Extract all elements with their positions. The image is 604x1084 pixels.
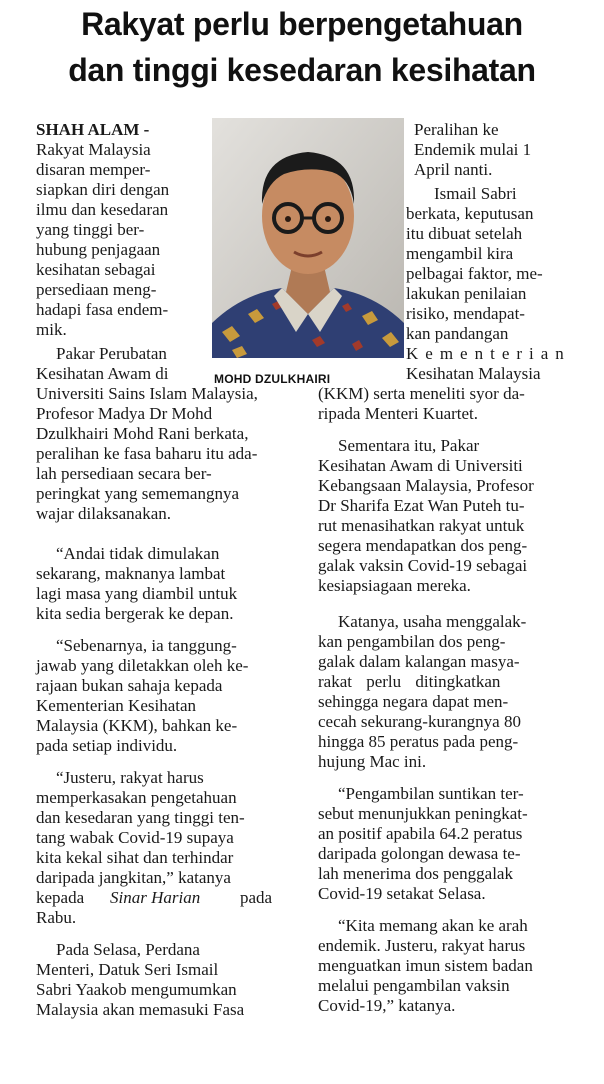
col1-line: pada setiap individu. bbox=[36, 736, 178, 755]
col1-line: kita sedia bergerak ke depan. bbox=[36, 604, 234, 623]
portrait-photo bbox=[212, 118, 404, 358]
col2-line: Kementerian bbox=[406, 344, 571, 363]
col2-line: sehingga negara dapat men- bbox=[318, 692, 509, 711]
col1-line: disaran memper- bbox=[36, 160, 151, 179]
headline-line-2: dan tinggi kesedaran kesihatan bbox=[68, 52, 536, 88]
col2-line: pelbagai faktor, me- bbox=[406, 264, 543, 283]
col2-line: galak dalam kalangan masya- bbox=[318, 652, 520, 671]
col1-line: pada bbox=[240, 888, 273, 907]
col1-line: Rabu. bbox=[36, 908, 77, 927]
col1-line: Kementerian Kesihatan bbox=[36, 696, 197, 715]
col2-line: kan pengambilan dos peng- bbox=[318, 632, 506, 651]
col2-line: Covid-19,” katanya. bbox=[318, 996, 456, 1015]
col1-line: Pakar Perubatan bbox=[56, 344, 167, 363]
col2-line: Katanya, usaha menggalak- bbox=[338, 612, 527, 631]
col2-line: Peralihan ke bbox=[414, 120, 499, 139]
col1-line: hubung penjagaan bbox=[36, 240, 161, 259]
col2-line: lakukan penilaian bbox=[406, 284, 527, 303]
col1-line: kepada bbox=[36, 888, 85, 907]
col2-line: melalui pengambilan vaksin bbox=[318, 976, 510, 995]
col1-line: Sabri Yaakob mengumumkan bbox=[36, 980, 237, 999]
col2-line: Dr Sharifa Ezat Wan Puteh tu- bbox=[318, 496, 525, 515]
col2-line: Covid-19 setakat Selasa. bbox=[318, 884, 486, 903]
col1-line: jawab yang diletakkan oleh ke- bbox=[36, 656, 249, 675]
col1-line: “Justeru, rakyat harus bbox=[56, 768, 204, 787]
col2-line: hujung Mac ini. bbox=[318, 752, 427, 771]
col2-line: kan pandangan bbox=[406, 324, 509, 343]
col1-line: yang tinggi ber- bbox=[36, 220, 145, 239]
col1-line: dan kesedaran yang tinggi ten- bbox=[36, 808, 245, 827]
col2-line: segera mendapatkan dos peng- bbox=[318, 536, 528, 555]
col2-line: galak vaksin Covid-19 sebagai bbox=[318, 556, 528, 575]
col1-line: Rakyat Malaysia bbox=[36, 140, 151, 159]
col2-line: (KKM) serta meneliti syor da- bbox=[318, 384, 525, 403]
col1-line: kita kekal sihat dan terhindar bbox=[36, 848, 234, 867]
photo-caption: MOHD DZULKHAIRI bbox=[214, 372, 331, 386]
col2-line: mengambil kira bbox=[406, 244, 514, 263]
col1-line: siapkan diri dengan bbox=[36, 180, 170, 199]
col1-line: “Sebenarnya, ia tanggung- bbox=[56, 636, 237, 655]
col1-line: kesihatan sebagai bbox=[36, 260, 156, 279]
col1-line: rajaan bukan sahaja kepada bbox=[36, 676, 223, 695]
col2-line: sebut menunjukkan peningkat- bbox=[318, 804, 528, 823]
col1-line: tang wabak Covid-19 supaya bbox=[36, 828, 234, 847]
col2-line: lah menerima dos penggalak bbox=[318, 864, 513, 883]
col2-line: endemik. Justeru, rakyat harus bbox=[318, 936, 526, 955]
col2-line: Kesihatan Malaysia bbox=[406, 364, 541, 383]
col2-line: risiko, mendapat- bbox=[406, 304, 525, 323]
col2-line: ripada Menteri Kuartet. bbox=[318, 404, 479, 423]
col1-line: wajar dilaksanakan. bbox=[36, 504, 171, 523]
col1-line: Pada Selasa, Perdana bbox=[56, 940, 200, 959]
col2-line: “Pengambilan suntikan ter- bbox=[338, 784, 524, 803]
col1-line: SHAH ALAM - bbox=[36, 120, 150, 139]
col1-line: Dzulkhairi Mohd Rani berkata, bbox=[36, 424, 249, 443]
col1-line: Malaysia akan memasuki Fasa bbox=[36, 1000, 245, 1019]
col2-line: Endemik mulai 1 bbox=[414, 140, 532, 159]
col2-line: an positif apabila 64.2 peratus bbox=[318, 824, 523, 843]
col1-line: daripada jangkitan,” katanya bbox=[36, 868, 231, 887]
col1-line: mik. bbox=[36, 320, 67, 339]
col2-line: berkata, keputusan bbox=[406, 204, 534, 223]
col2-line: daripada golongan dewasa te- bbox=[318, 844, 521, 863]
col1-line: ilmu dan kesedaran bbox=[36, 200, 169, 219]
col1-line: Malaysia (KKM), bahkan ke- bbox=[36, 716, 238, 735]
col1-line: Menteri, Datuk Seri Ismail bbox=[36, 960, 219, 979]
col1-line: peralihan ke fasa baharu itu ada- bbox=[36, 444, 258, 463]
col1-line: lah persediaan secara ber- bbox=[36, 464, 212, 483]
col1-line: peringkat yang sememangnya bbox=[36, 484, 239, 503]
col2-line: rut menasihatkan rakyat untuk bbox=[318, 516, 525, 535]
col2-line: rakat perlu ditingkatkan bbox=[318, 672, 501, 691]
col1-line: Profesor Madya Dr Mohd bbox=[36, 404, 213, 423]
col2-line: Kesihatan Awam di Universiti bbox=[318, 456, 523, 475]
col1-line: hadapi fasa endem- bbox=[36, 300, 169, 319]
col1-line: memperkasakan pengetahuan bbox=[36, 788, 237, 807]
col2-line: itu dibuat setelah bbox=[406, 224, 523, 243]
col2-line: Ismail Sabri bbox=[434, 184, 517, 203]
col1-line: sekarang, maknanya lambat bbox=[36, 564, 226, 583]
col2-line: April nanti. bbox=[414, 160, 493, 179]
col1-line: lagi masa yang diambil untuk bbox=[36, 584, 238, 603]
col1-line: persediaan meng- bbox=[36, 280, 157, 299]
col2-line: cecah sekurang-kurangnya 80 bbox=[318, 712, 521, 731]
col1-line-italic: Sinar Harian bbox=[110, 888, 201, 907]
col2-line: “Kita memang akan ke arah bbox=[338, 916, 528, 935]
col2-line: menguatkan imun sistem badan bbox=[318, 956, 533, 975]
col2-line: Kebangsaan Malaysia, Profesor bbox=[318, 476, 534, 495]
col1-line: Universiti Sains Islam Malaysia, bbox=[36, 384, 258, 403]
col2-line: Sementara itu, Pakar bbox=[338, 436, 480, 455]
col2-line: hingga 85 peratus pada peng- bbox=[318, 732, 519, 751]
portrait-illustration bbox=[212, 118, 404, 358]
col2-line: kesiapsiagaan mereka. bbox=[318, 576, 471, 595]
headline-line-1: Rakyat perlu berpengetahuan bbox=[81, 6, 523, 42]
col1-line: “Andai tidak dimulakan bbox=[56, 544, 220, 563]
col1-line: Kesihatan Awam di bbox=[36, 364, 169, 383]
